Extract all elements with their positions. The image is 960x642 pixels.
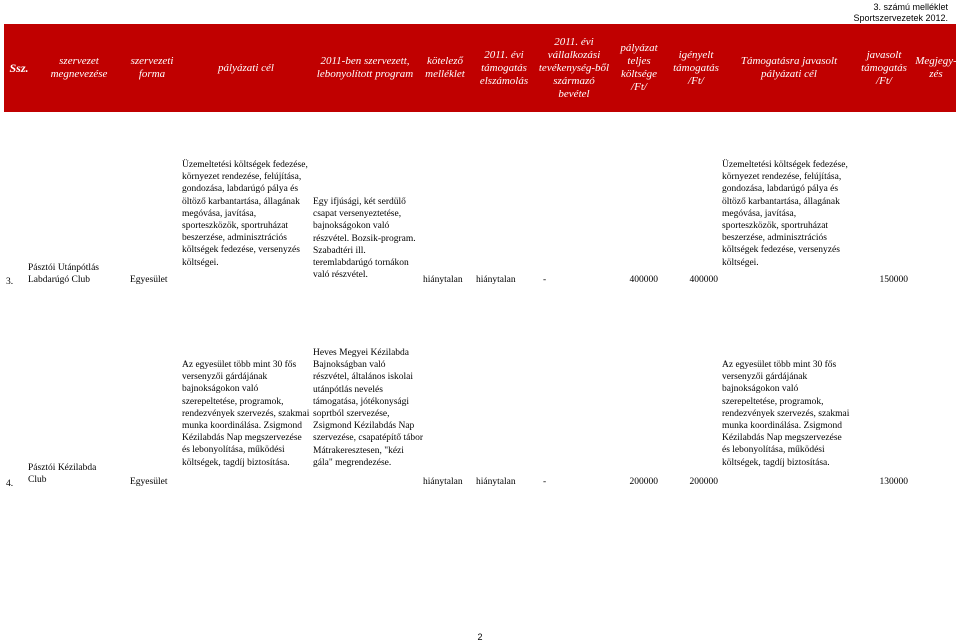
header-income: 2011. évi vállalkozási tevékenység-ből származó bevétel bbox=[538, 35, 610, 100]
row-income: - bbox=[543, 477, 547, 487]
header-ssz: Ssz. bbox=[9, 60, 29, 75]
header-settlement: 2011. évi támogatás elszámolás bbox=[479, 48, 529, 87]
appendix-subtitle: Sportszervezetek 2012. bbox=[853, 13, 948, 23]
header-name: szervezet megnevezése bbox=[50, 55, 108, 80]
table-header bbox=[4, 24, 956, 112]
header-form: szervezeti forma bbox=[130, 55, 174, 80]
row-income: - bbox=[543, 275, 547, 285]
row-total-cost: 200000 bbox=[629, 477, 658, 487]
row-goal: Üzemeltetési költségek fedezése, környezet rendezése, felújítása, gondozása, labdarúgó pálya és öltöző karbantartása, állagának megóvása, javítása, sporteszközök, sportruházat beszerzése, adminisztrációs költségek fedezése, versenyzés költségei. bbox=[182, 160, 308, 268]
header-attachment: kötelező melléklet bbox=[425, 55, 465, 80]
row-proposed-amount: 130000 bbox=[879, 477, 908, 487]
row-proposed-goal: Üzemeltetési költségek fedezése, környezet rendezése, felújítása, gondozása, labdarúgó pálya és öltöző karbantartása, állagának megóvása, javítása, sporteszközök, sportruházat beszerzése, adminisztrációs költségek fedezése, versenyzés költségei. bbox=[722, 160, 848, 268]
row-attachment: hiánytalan bbox=[423, 275, 463, 285]
row-number: 3. bbox=[6, 277, 14, 287]
row-requested: 400000 bbox=[689, 275, 718, 285]
page-number: 2 bbox=[477, 632, 483, 642]
header-remark: Megjegy-zés bbox=[915, 55, 957, 80]
header-proposed-amount: javasolt támogatás /Ft/ bbox=[861, 48, 907, 87]
header-proposed-goal: Támogatásra javasolt pályázati cél bbox=[740, 55, 838, 80]
row-proposed-goal: Az egyesület több mint 30 fős versenyzői gárdájának bajnokságokon való szerepeltetése, programok, rendezvények szervezés, szakmai munka koordinálása. Zsigmond Kézilabdás Nap megszervezése és lebonyolítása, működési költségek, tagdíj biztosítása. bbox=[722, 360, 850, 468]
header-total-cost: pályázat teljes költsége /Ft/ bbox=[620, 42, 658, 93]
row-number: 4. bbox=[6, 479, 14, 489]
row-settlement: hiánytalan bbox=[476, 477, 516, 487]
row-proposed-amount: 150000 bbox=[879, 275, 908, 285]
row-attachment: hiánytalan bbox=[423, 477, 463, 487]
row-goal: Az egyesület több mint 30 fős versenyzői gárdájának bajnokságokon való szerepeltetése, programok, rendezvények szervezés, szakmai munka koordinálása. Zsigmond Kézilabdás Nap megszervezése és lebonyolítása, működési költségek, tagdíj biztosítása. bbox=[182, 360, 310, 468]
header-program: 2011-ben szervezett, lebonyolított program bbox=[316, 55, 414, 80]
row-requested: 200000 bbox=[689, 477, 718, 487]
row-program: Heves Megyei Kézilabda Bajnokságban való részvétel, általános iskolai utánpótlás nevelés támogatása, jótékonysági soprtból szervezése, Zsigmond Kézilabdás Nap szervezése, csapatépítő tábor Mátrakeresztesen, "kézi gála" megrendezése. bbox=[313, 348, 423, 468]
header-requested: igényelt támogatás /Ft/ bbox=[673, 48, 719, 87]
row-total-cost: 400000 bbox=[629, 275, 658, 285]
row-org-name: Pásztói Utánpótlás Labdarúgó Club bbox=[28, 263, 99, 286]
row-settlement: hiánytalan bbox=[476, 275, 516, 285]
row-org-name: Pásztói Kézilabda Club bbox=[28, 463, 97, 486]
row-org-form: Egyesület bbox=[130, 275, 168, 285]
appendix-title: 3. számú melléklet bbox=[873, 2, 948, 12]
row-program: Egy ifjúsági, két serdülő csapat versenyeztetése, bajnokságokon való részvétel. Bozsik-program. Szabadtéri ill. teremlabdarúgó tornákon való részvétel. bbox=[313, 197, 416, 281]
appendix-note bbox=[853, 2, 948, 24]
row-org-form: Egyesület bbox=[130, 477, 168, 487]
header-goal: pályázati cél bbox=[218, 61, 274, 74]
